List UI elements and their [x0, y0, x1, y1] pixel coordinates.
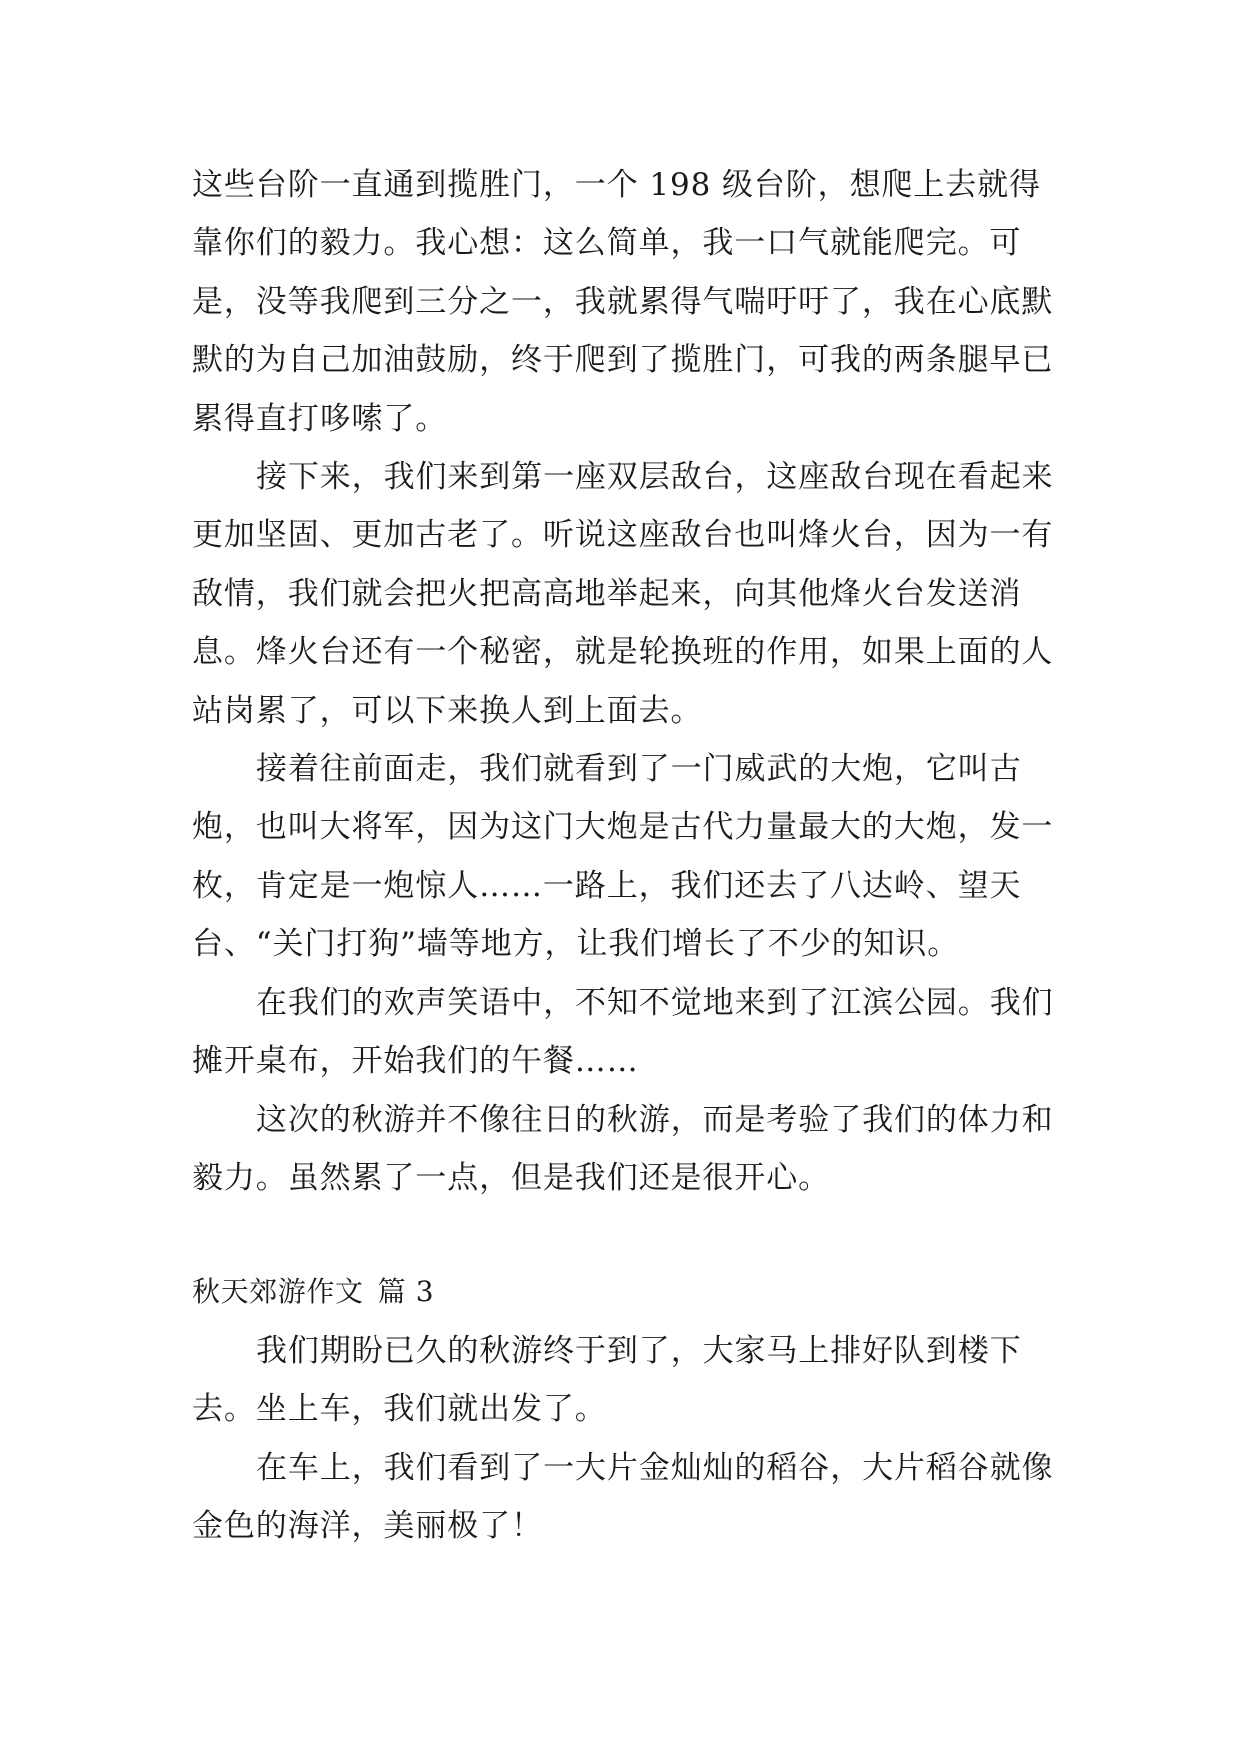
paragraph-conclusion: 这次的秋游并不像往日的秋游，而是考验了我们的体力和毅力。虽然累了一点，但是我们还是很开心。	[192, 1101, 1054, 1196]
paragraph-rice-field: 在车上，我们看到了一大片金灿灿的稻谷，大片稻谷就像金色的海洋，美丽极了！	[192, 1449, 1054, 1544]
paragraph-park: 在我们的欢声笑语中，不知不觉地来到了江滨公园。我们摊开桌布，开始我们的午餐……	[192, 984, 1054, 1080]
paragraph-cannon: 接着往前面走，我们就看到了一门威武的大炮，它叫古炮，也叫大将军，因为这门大炮是古代力量最大的大炮，发一枚，肯定是一炮惊人……一路上，我们还去了八达岭、望天台、“关门打狗”墙等地方，让我们增长了不少的知识。	[192, 751, 1054, 963]
section-title: 秋天郊游作文	[192, 1275, 364, 1309]
paragraph-watchtower: 接下来，我们来到第一座双层敌台，这座敌台现在看起来更加坚固、更加古老了。听说这座敌台也叫烽火台，因为一有敌情，我们就会把火把高高地举起来，向其他烽火台发送消息。烽火台还有一个秘密，就是轮换班的作用，如果上面的人站岗累了，可以下来换人到上面去。	[192, 459, 1054, 729]
section-heading	[192, 1263, 1054, 1321]
document-body	[192, 156, 1054, 1555]
paragraph-departure: 我们期盼已久的秋游终于到了，大家马上排好队到楼下去。坐上车，我们就出发了。	[192, 1332, 1022, 1428]
paragraph-stairs: 这些台阶一直通到揽胜门，一个 198 级台阶，想爬上去就得靠你们的毅力。我心想：这么简单，我一口气就能爬完。可是，没等我爬到三分之一，我就累得气喘吁吁了，我在心底默默的为自己加油鼓励，终于爬到了揽胜门，可我的两条腿早已累得直打哆嗦了。	[192, 167, 1054, 437]
section-number: 篇 3	[377, 1275, 435, 1309]
